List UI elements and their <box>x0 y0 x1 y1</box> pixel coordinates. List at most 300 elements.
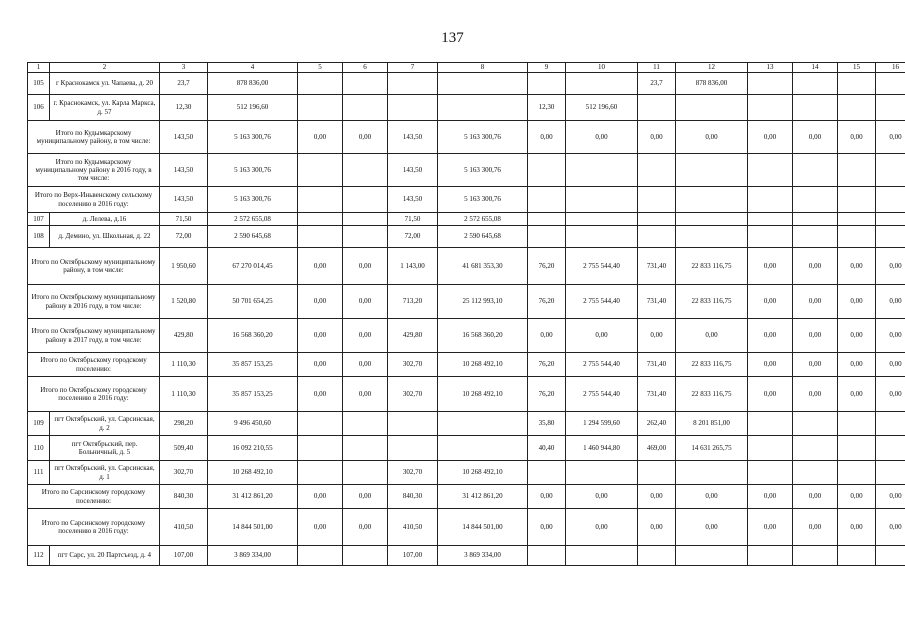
value-cell: 0,00 <box>566 319 638 353</box>
value-cell <box>838 412 876 436</box>
value-cell: 12,30 <box>160 95 208 121</box>
value-cell <box>528 154 566 187</box>
value-cell <box>388 73 438 95</box>
value-cell: 512 196,60 <box>566 95 638 121</box>
value-cell <box>676 187 748 213</box>
value-cell: 0,00 <box>566 509 638 546</box>
value-cell <box>838 73 876 95</box>
value-cell: 16 568 360,20 <box>438 319 528 353</box>
value-cell: 0,00 <box>528 485 566 509</box>
value-cell: 0,00 <box>793 285 838 319</box>
subtotal-row <box>28 154 905 187</box>
value-cell: 0,00 <box>748 121 793 154</box>
value-cell <box>528 461 566 485</box>
value-cell: 5 163 300,76 <box>208 154 298 187</box>
value-cell: 0,00 <box>838 285 876 319</box>
subtotal-row <box>28 121 905 154</box>
value-cell <box>748 154 793 187</box>
value-cell <box>298 461 343 485</box>
value-cell: 0,00 <box>876 377 905 412</box>
value-cell: 76,20 <box>528 285 566 319</box>
subtotal-label: Итого по Сарсинскому городскому поселению: <box>28 485 160 509</box>
value-cell: 0,00 <box>676 485 748 509</box>
value-cell: 0,00 <box>528 319 566 353</box>
value-cell <box>438 436 528 461</box>
value-cell <box>528 226 566 248</box>
value-cell: 22 833 116,75 <box>676 353 748 377</box>
header-cell: 7 <box>388 63 438 73</box>
address-cell: пгт Октябрьский, ул. Сарсинская, д. 1 <box>50 461 160 485</box>
value-cell: 2 755 544,40 <box>566 248 638 285</box>
subtotal-label: Итого по Верх-Иньвенскому сельскому поселению в 2016 году: <box>28 187 160 213</box>
value-cell <box>838 546 876 566</box>
subtotal-row <box>28 353 905 377</box>
value-cell <box>838 154 876 187</box>
value-cell <box>566 187 638 213</box>
value-cell: 410,50 <box>388 509 438 546</box>
header-cell: 1 <box>28 63 50 73</box>
page-number: 137 <box>441 30 464 46</box>
value-cell <box>676 226 748 248</box>
value-cell: 72,00 <box>160 226 208 248</box>
row-number: 107 <box>28 213 50 226</box>
value-cell: 0,00 <box>748 248 793 285</box>
value-cell: 731,40 <box>638 248 676 285</box>
value-cell <box>676 461 748 485</box>
value-cell <box>838 436 876 461</box>
value-cell: 840,30 <box>388 485 438 509</box>
value-cell: 2 572 655,08 <box>438 213 528 226</box>
table-row <box>28 461 905 485</box>
value-cell: 22 833 116,75 <box>676 285 748 319</box>
value-cell <box>793 461 838 485</box>
subtotal-label: Итого по Кудымкарскому муниципальному району, в том числе: <box>28 121 160 154</box>
value-cell: 2 590 645,68 <box>438 226 528 248</box>
value-cell: 0,00 <box>793 353 838 377</box>
value-cell <box>343 436 388 461</box>
value-cell: 1 143,00 <box>388 248 438 285</box>
address-cell: пгт Октябрьский, пер. Больничный, д. 5 <box>50 436 160 461</box>
value-cell: 14 631 265,75 <box>676 436 748 461</box>
value-cell: 1 460 944,80 <box>566 436 638 461</box>
value-cell: 35,80 <box>528 412 566 436</box>
value-cell <box>793 226 838 248</box>
value-cell: 41 681 353,30 <box>438 248 528 285</box>
header-cell: 13 <box>748 63 793 73</box>
address-cell: пгт Октябрьский, ул. Сарсинская, д. 2 <box>50 412 160 436</box>
value-cell <box>528 73 566 95</box>
value-cell <box>638 461 676 485</box>
value-cell: 298,20 <box>160 412 208 436</box>
value-cell: 71,50 <box>388 213 438 226</box>
header-row <box>28 63 905 73</box>
value-cell: 0,00 <box>343 248 388 285</box>
value-cell: 0,00 <box>838 248 876 285</box>
value-cell: 9 496 450,60 <box>208 412 298 436</box>
value-cell: 22 833 116,75 <box>676 248 748 285</box>
header-cell: 3 <box>160 63 208 73</box>
value-cell: 0,00 <box>566 121 638 154</box>
header-cell: 16 <box>876 63 905 73</box>
table-row <box>28 412 905 436</box>
header-cell: 15 <box>838 63 876 73</box>
value-cell: 1 950,60 <box>160 248 208 285</box>
value-cell: 67 270 014,45 <box>208 248 298 285</box>
row-number: 112 <box>28 546 50 566</box>
value-cell <box>438 95 528 121</box>
value-cell: 0,00 <box>793 248 838 285</box>
value-cell: 262,40 <box>638 412 676 436</box>
value-cell: 10 268 492,10 <box>438 353 528 377</box>
value-cell: 16 092 210,55 <box>208 436 298 461</box>
subtotal-row <box>28 319 905 353</box>
value-cell: 0,00 <box>343 509 388 546</box>
value-cell: 76,20 <box>528 353 566 377</box>
subtotal-label: Итого по Сарсинскому городскому поселению в 2016 году: <box>28 509 160 546</box>
value-cell: 0,00 <box>676 509 748 546</box>
value-cell <box>876 461 905 485</box>
value-cell: 731,40 <box>638 377 676 412</box>
subtotal-row <box>28 187 905 213</box>
value-cell <box>566 461 638 485</box>
value-cell <box>876 226 905 248</box>
value-cell: 0,00 <box>838 319 876 353</box>
value-cell: 0,00 <box>793 319 838 353</box>
table-row <box>28 226 905 248</box>
value-cell: 0,00 <box>298 353 343 377</box>
value-cell <box>838 461 876 485</box>
value-cell: 0,00 <box>748 319 793 353</box>
value-cell: 731,40 <box>638 353 676 377</box>
value-cell: 0,00 <box>793 121 838 154</box>
value-cell: 0,00 <box>748 353 793 377</box>
value-cell: 0,00 <box>343 353 388 377</box>
subtotal-row <box>28 285 905 319</box>
value-cell <box>566 213 638 226</box>
header-cell: 4 <box>208 63 298 73</box>
subtotal-row <box>28 248 905 285</box>
value-cell <box>876 436 905 461</box>
value-cell: 2 755 544,40 <box>566 353 638 377</box>
value-cell: 0,00 <box>838 377 876 412</box>
value-cell: 0,00 <box>298 509 343 546</box>
row-number: 108 <box>28 226 50 248</box>
table-row <box>28 213 905 226</box>
value-cell <box>638 546 676 566</box>
value-cell: 3 869 334,00 <box>208 546 298 566</box>
value-cell: 0,00 <box>838 353 876 377</box>
value-cell <box>676 546 748 566</box>
header-cell: 12 <box>676 63 748 73</box>
value-cell: 0,00 <box>748 377 793 412</box>
subtotal-label: Итого по Октябрьскому городскому поселению в 2016 году: <box>28 377 160 412</box>
address-cell: д. Лелева, д.16 <box>50 213 160 226</box>
value-cell: 1 520,80 <box>160 285 208 319</box>
value-cell: 143,50 <box>388 121 438 154</box>
value-cell: 16 568 360,20 <box>208 319 298 353</box>
value-cell <box>343 213 388 226</box>
value-cell: 0,00 <box>638 509 676 546</box>
value-cell: 0,00 <box>876 248 905 285</box>
value-cell: 302,70 <box>388 377 438 412</box>
address-cell: д. Демино, ул. Школьная, д. 22 <box>50 226 160 248</box>
value-cell: 0,00 <box>748 285 793 319</box>
value-cell <box>793 436 838 461</box>
value-cell <box>876 73 905 95</box>
row-number: 110 <box>28 436 50 461</box>
value-cell <box>566 546 638 566</box>
value-cell: 40,40 <box>528 436 566 461</box>
value-cell: 0,00 <box>298 285 343 319</box>
value-cell <box>343 546 388 566</box>
table-row <box>28 73 905 95</box>
value-cell <box>838 95 876 121</box>
data-table <box>27 62 905 566</box>
value-cell <box>438 412 528 436</box>
value-cell <box>343 412 388 436</box>
value-cell: 50 701 654,25 <box>208 285 298 319</box>
value-cell <box>298 187 343 213</box>
value-cell: 0,00 <box>343 319 388 353</box>
value-cell: 143,50 <box>388 187 438 213</box>
value-cell: 143,50 <box>388 154 438 187</box>
value-cell: 509,40 <box>160 436 208 461</box>
value-cell <box>343 73 388 95</box>
value-cell <box>748 461 793 485</box>
header-cell: 10 <box>566 63 638 73</box>
value-cell: 0,00 <box>876 509 905 546</box>
value-cell: 14 844 501,00 <box>438 509 528 546</box>
value-cell <box>528 546 566 566</box>
table-row <box>28 546 905 566</box>
value-cell: 25 112 993,10 <box>438 285 528 319</box>
value-cell <box>793 73 838 95</box>
value-cell <box>876 187 905 213</box>
value-cell <box>566 226 638 248</box>
value-cell: 512 196,60 <box>208 95 298 121</box>
value-cell: 840,30 <box>160 485 208 509</box>
value-cell <box>343 226 388 248</box>
table-row <box>28 436 905 461</box>
value-cell: 76,20 <box>528 377 566 412</box>
value-cell <box>438 73 528 95</box>
value-cell: 429,80 <box>160 319 208 353</box>
table-row <box>28 95 905 121</box>
value-cell <box>876 546 905 566</box>
value-cell: 5 163 300,76 <box>208 121 298 154</box>
value-cell <box>528 213 566 226</box>
value-cell: 0,00 <box>343 485 388 509</box>
value-cell: 0,00 <box>748 485 793 509</box>
value-cell: 0,00 <box>638 485 676 509</box>
value-cell: 35 857 153,25 <box>208 353 298 377</box>
value-cell: 23,7 <box>160 73 208 95</box>
value-cell: 107,00 <box>160 546 208 566</box>
value-cell <box>748 213 793 226</box>
value-cell <box>638 226 676 248</box>
value-cell <box>566 154 638 187</box>
value-cell <box>748 412 793 436</box>
value-cell: 0,00 <box>343 377 388 412</box>
value-cell: 12,30 <box>528 95 566 121</box>
value-cell: 0,00 <box>876 319 905 353</box>
value-cell: 0,00 <box>676 121 748 154</box>
header-cell: 9 <box>528 63 566 73</box>
value-cell: 0,00 <box>876 485 905 509</box>
value-cell: 0,00 <box>838 485 876 509</box>
value-cell: 1 110,30 <box>160 353 208 377</box>
value-cell: 2 572 655,08 <box>208 213 298 226</box>
row-number: 105 <box>28 73 50 95</box>
value-cell: 31 412 861,20 <box>208 485 298 509</box>
value-cell: 2 590 645,68 <box>208 226 298 248</box>
value-cell <box>793 412 838 436</box>
value-cell: 0,00 <box>638 121 676 154</box>
value-cell <box>638 187 676 213</box>
value-cell: 10 268 492,10 <box>438 461 528 485</box>
subtotal-row <box>28 509 905 546</box>
header-cell: 6 <box>343 63 388 73</box>
value-cell: 878 836,00 <box>676 73 748 95</box>
address-cell: г. Краснокамск, ул. Карла Маркса, д. 57 <box>50 95 160 121</box>
value-cell: 410,50 <box>160 509 208 546</box>
value-cell <box>838 213 876 226</box>
value-cell <box>748 436 793 461</box>
value-cell: 72,00 <box>388 226 438 248</box>
row-number: 106 <box>28 95 50 121</box>
value-cell <box>388 412 438 436</box>
value-cell: 0,00 <box>298 485 343 509</box>
value-cell <box>838 187 876 213</box>
value-cell: 0,00 <box>528 509 566 546</box>
value-cell: 5 163 300,76 <box>438 121 528 154</box>
value-cell <box>343 461 388 485</box>
value-cell <box>793 95 838 121</box>
value-cell <box>388 95 438 121</box>
value-cell: 0,00 <box>298 319 343 353</box>
value-cell: 23,7 <box>638 73 676 95</box>
header-cell: 14 <box>793 63 838 73</box>
value-cell: 0,00 <box>793 509 838 546</box>
value-cell: 76,20 <box>528 248 566 285</box>
value-cell <box>876 412 905 436</box>
value-cell <box>298 95 343 121</box>
value-cell: 14 844 501,00 <box>208 509 298 546</box>
value-cell: 8 201 851,00 <box>676 412 748 436</box>
subtotal-label: Итого по Октябрьскому муниципальному району, в том числе: <box>28 248 160 285</box>
value-cell <box>388 436 438 461</box>
row-number: 109 <box>28 412 50 436</box>
value-cell <box>566 73 638 95</box>
value-cell <box>298 436 343 461</box>
value-cell <box>748 546 793 566</box>
value-cell <box>793 213 838 226</box>
value-cell: 302,70 <box>160 461 208 485</box>
value-cell <box>676 95 748 121</box>
subtotal-label: Итого по Октябрьскому муниципальному району в 2016 году, в том числе: <box>28 285 160 319</box>
subtotal-label: Итого по Октябрьскому муниципальному району в 2017 году, в том числе: <box>28 319 160 353</box>
value-cell: 71,50 <box>160 213 208 226</box>
subtotal-label: Итого по Кудымкарскому муниципальному району в 2016 году, в том числе: <box>28 154 160 187</box>
value-cell: 143,50 <box>160 187 208 213</box>
subtotal-row <box>28 485 905 509</box>
value-cell: 10 268 492,10 <box>438 377 528 412</box>
value-cell: 0,00 <box>343 121 388 154</box>
value-cell: 0,00 <box>298 377 343 412</box>
value-cell: 0,00 <box>528 121 566 154</box>
value-cell <box>298 412 343 436</box>
value-cell <box>638 213 676 226</box>
value-cell: 3 869 334,00 <box>438 546 528 566</box>
value-cell <box>748 226 793 248</box>
value-cell <box>748 95 793 121</box>
header-cell: 5 <box>298 63 343 73</box>
value-cell <box>676 154 748 187</box>
value-cell <box>748 73 793 95</box>
value-cell: 0,00 <box>566 485 638 509</box>
value-cell: 731,40 <box>638 285 676 319</box>
value-cell <box>343 154 388 187</box>
value-cell: 31 412 861,20 <box>438 485 528 509</box>
value-cell: 2 755 544,40 <box>566 285 638 319</box>
value-cell: 0,00 <box>638 319 676 353</box>
row-number: 111 <box>28 461 50 485</box>
value-cell: 0,00 <box>343 285 388 319</box>
value-cell: 0,00 <box>838 509 876 546</box>
header-cell: 11 <box>638 63 676 73</box>
value-cell: 5 163 300,76 <box>208 187 298 213</box>
value-cell: 2 755 544,40 <box>566 377 638 412</box>
value-cell: 429,80 <box>388 319 438 353</box>
value-cell <box>298 154 343 187</box>
value-cell: 0,00 <box>298 121 343 154</box>
value-cell <box>638 154 676 187</box>
value-cell: 5 163 300,76 <box>438 187 528 213</box>
value-cell: 107,00 <box>388 546 438 566</box>
value-cell <box>876 154 905 187</box>
value-cell <box>298 213 343 226</box>
value-cell <box>343 187 388 213</box>
value-cell: 469,00 <box>638 436 676 461</box>
value-cell: 0,00 <box>676 319 748 353</box>
value-cell <box>838 226 876 248</box>
value-cell <box>298 226 343 248</box>
value-cell: 1 294 599,60 <box>566 412 638 436</box>
value-cell <box>676 213 748 226</box>
value-cell: 0,00 <box>298 248 343 285</box>
value-cell: 1 110,30 <box>160 377 208 412</box>
value-cell <box>638 95 676 121</box>
subtotal-label: Итого по Октябрьскому городскому поселению: <box>28 353 160 377</box>
value-cell <box>298 546 343 566</box>
value-cell: 0,00 <box>876 353 905 377</box>
address-cell: г Краснокамск ул. Чапаева, д. 20 <box>50 73 160 95</box>
value-cell: 0,00 <box>793 485 838 509</box>
header-cell: 2 <box>50 63 160 73</box>
value-cell: 22 833 116,75 <box>676 377 748 412</box>
value-cell: 878 836,00 <box>208 73 298 95</box>
value-cell <box>793 546 838 566</box>
value-cell: 0,00 <box>748 509 793 546</box>
value-cell: 35 857 153,25 <box>208 377 298 412</box>
value-cell: 302,70 <box>388 353 438 377</box>
value-cell <box>876 95 905 121</box>
value-cell <box>793 187 838 213</box>
header-cell: 8 <box>438 63 528 73</box>
address-cell: пгт Сарс, ул. 20 Партсъезд, д. 4 <box>50 546 160 566</box>
value-cell: 0,00 <box>793 377 838 412</box>
value-cell: 5 163 300,76 <box>438 154 528 187</box>
